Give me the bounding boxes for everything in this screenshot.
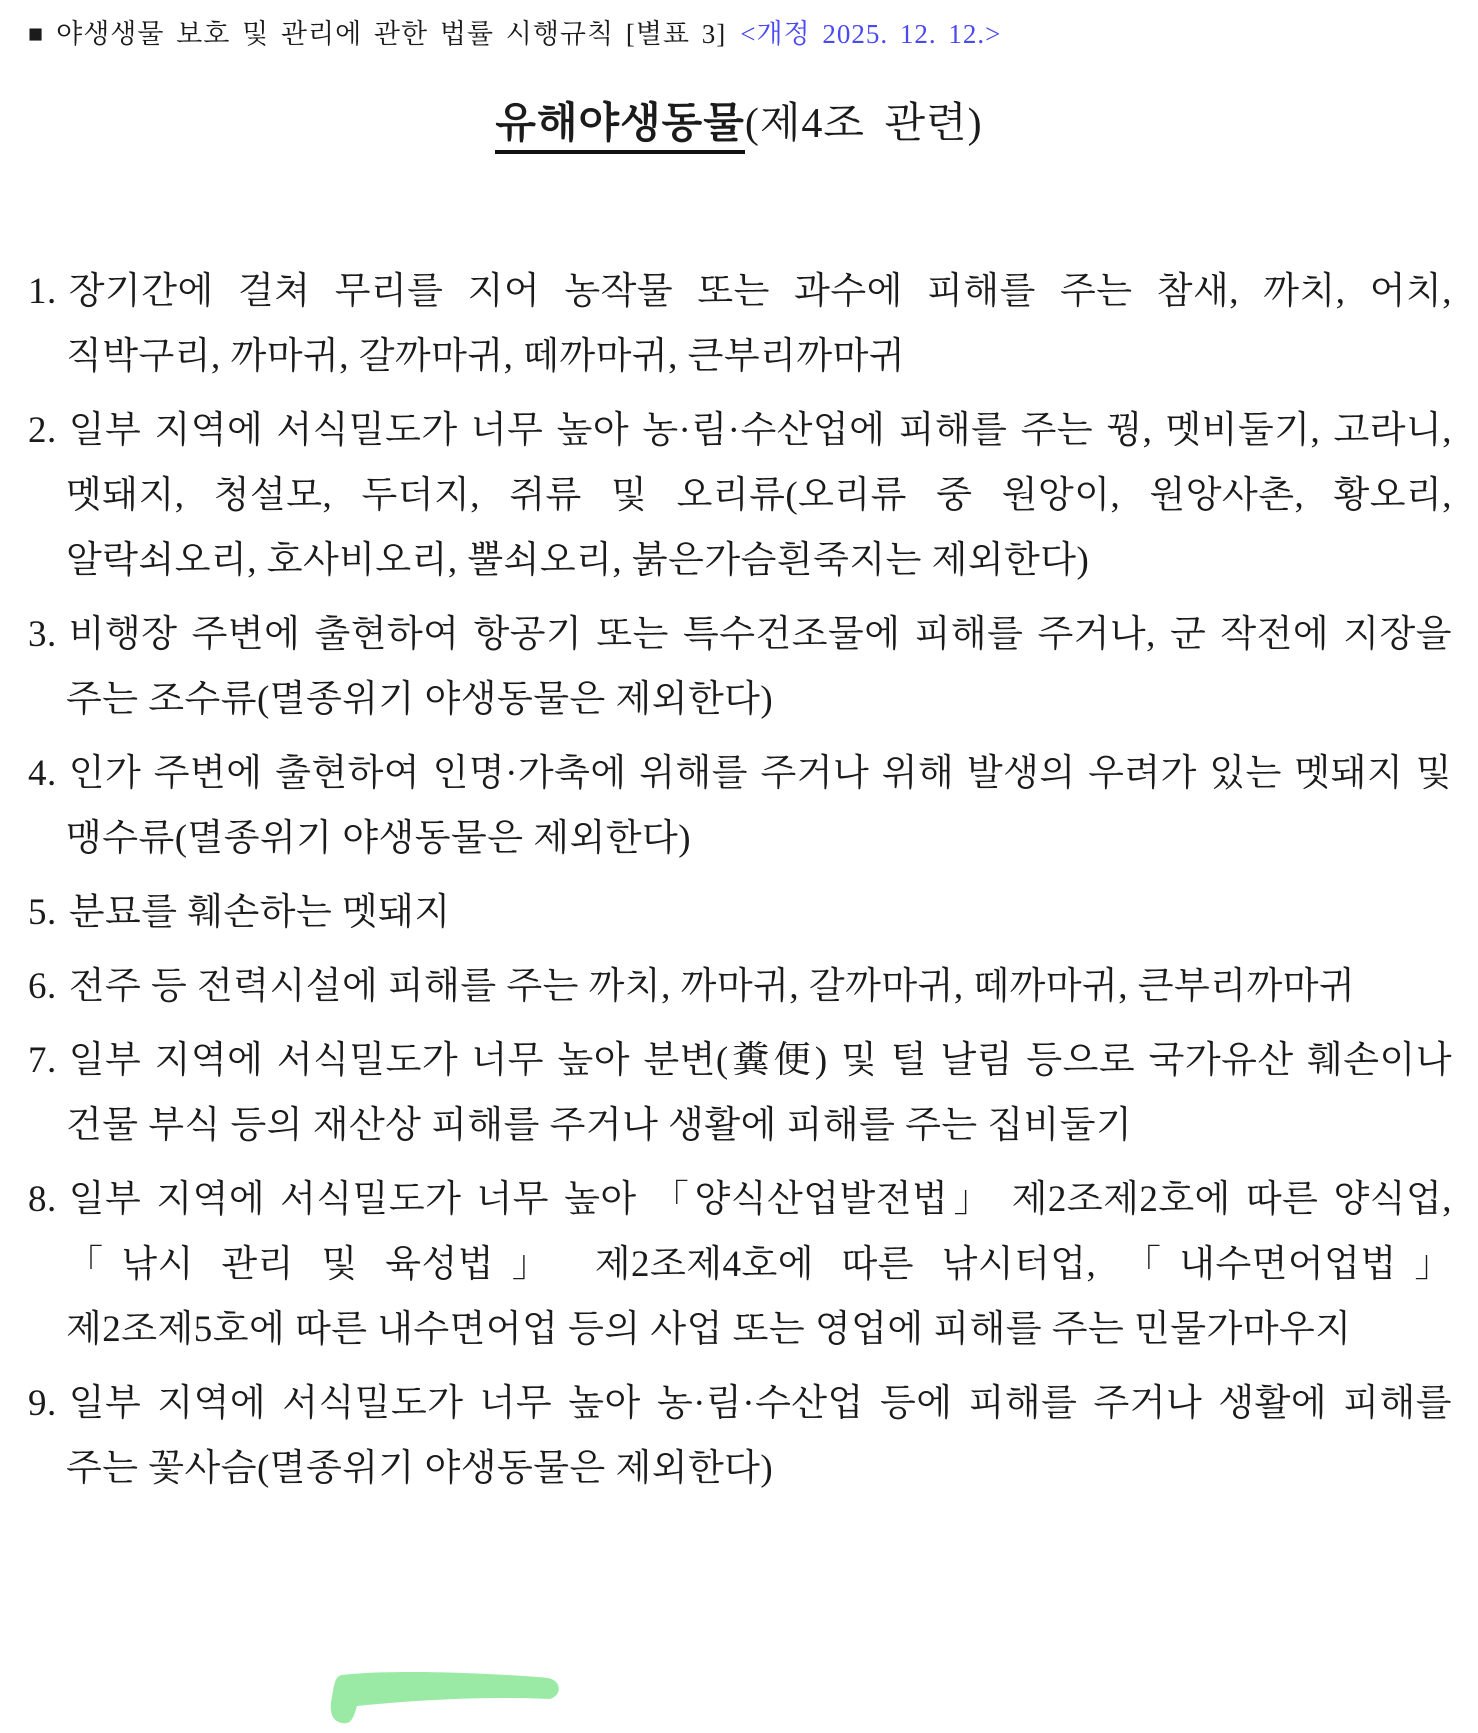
item-list <box>0 259 1478 1501</box>
item-text: 일부 지역에 서식밀도가 너무 높아 농·림·수산업에 피해를 주는 꿩, 멧비둘기, 고라니, 멧돼지, 청설모, 두더지, 쥐류 및 오리류(오리류 중 원앙이, 원앙사촌, 황오리, 알락쇠오리, 호사비오리, 뿔쇠오리, 붉은가슴흰죽지는 제외한다) <box>66 410 1452 582</box>
list-item <box>28 602 1452 732</box>
header-law-title: 야생생물 보호 및 관리에 관한 법률 시행규칙 [별표 3] <box>56 19 727 49</box>
item-number: 3. <box>28 614 57 656</box>
title-suffix-text: (제4조 관련) <box>744 100 983 147</box>
item-number: 7. <box>28 1040 57 1082</box>
list-item <box>28 398 1452 593</box>
item-number: 5. <box>28 892 57 934</box>
item-text: 일부 지역에 서식밀도가 너무 높아 농·림·수산업 등에 피해를 주거나 생활에 피해를 주는 꽃사슴(멸종위기 야생동물은 제외한다) <box>66 1383 1452 1490</box>
item-text: 장기간에 걸쳐 무리를 지어 농작물 또는 과수에 피해를 주는 참새, 까치, 어치, 직박구리, 까마귀, 갈까마귀, 떼까마귀, 큰부리까마귀 <box>66 271 1452 378</box>
item-number: 9. <box>28 1383 57 1425</box>
item-text: 전주 등 전력시설에 피해를 주는 까치, 까마귀, 갈까마귀, 떼까마귀, 큰부리까마귀 <box>68 966 1356 1008</box>
list-item <box>28 741 1452 871</box>
header-revision-date: <개정 2025. 12. 12.> <box>740 19 1002 49</box>
item-text: 분묘를 훼손하는 멧돼지 <box>68 892 451 934</box>
square-bullet-icon: ■ <box>28 21 45 48</box>
title-main-text: 유해야생동물 <box>495 101 744 154</box>
list-item <box>28 1371 1452 1501</box>
list-item <box>28 880 1452 945</box>
document-header <box>0 0 1478 53</box>
list-item <box>28 1028 1452 1158</box>
item-number: 2. <box>28 410 57 452</box>
item-number: 8. <box>28 1179 57 1221</box>
item-text: 일부 지역에 서식밀도가 너무 높아 분변(糞便) 및 털 날림 등으로 국가유산 훼손이나 건물 부식 등의 재산상 피해를 주거나 생활에 피해를 주는 집비둘기 <box>66 1040 1452 1147</box>
item-number: 6. <box>28 966 57 1008</box>
item-text: 비행장 주변에 출현하여 항공기 또는 특수건조물에 피해를 주거나, 군 작전에 지장을 주는 조수류(멸종위기 야생동물은 제외한다) <box>66 614 1452 721</box>
item-text: 인가 주변에 출현하여 인명·가축에 위해를 주거나 위해 발생의 우려가 있는 멧돼지 및 맹수류(멸종위기 야생동물은 제외한다) <box>66 753 1452 860</box>
item-number: 4. <box>28 753 57 795</box>
list-item <box>28 954 1452 1019</box>
item-text: 일부 지역에 서식밀도가 너무 높아 「양식산업발전법」 제2조제2호에 따른 양식업, 「낚시 관리 및 육성법」 제2조제4호에 따른 낚시터업, 「내수면어업법」 제2조제5호에 따른 내수면어업 등의 사업 또는 영업에 피해를 주는 민물가마우지 <box>66 1179 1452 1351</box>
list-item <box>28 1167 1452 1362</box>
list-item <box>28 259 1452 389</box>
green-highlight-marker-icon <box>323 1666 568 1732</box>
item-number: 1. <box>28 271 57 313</box>
document-title <box>0 99 1478 149</box>
